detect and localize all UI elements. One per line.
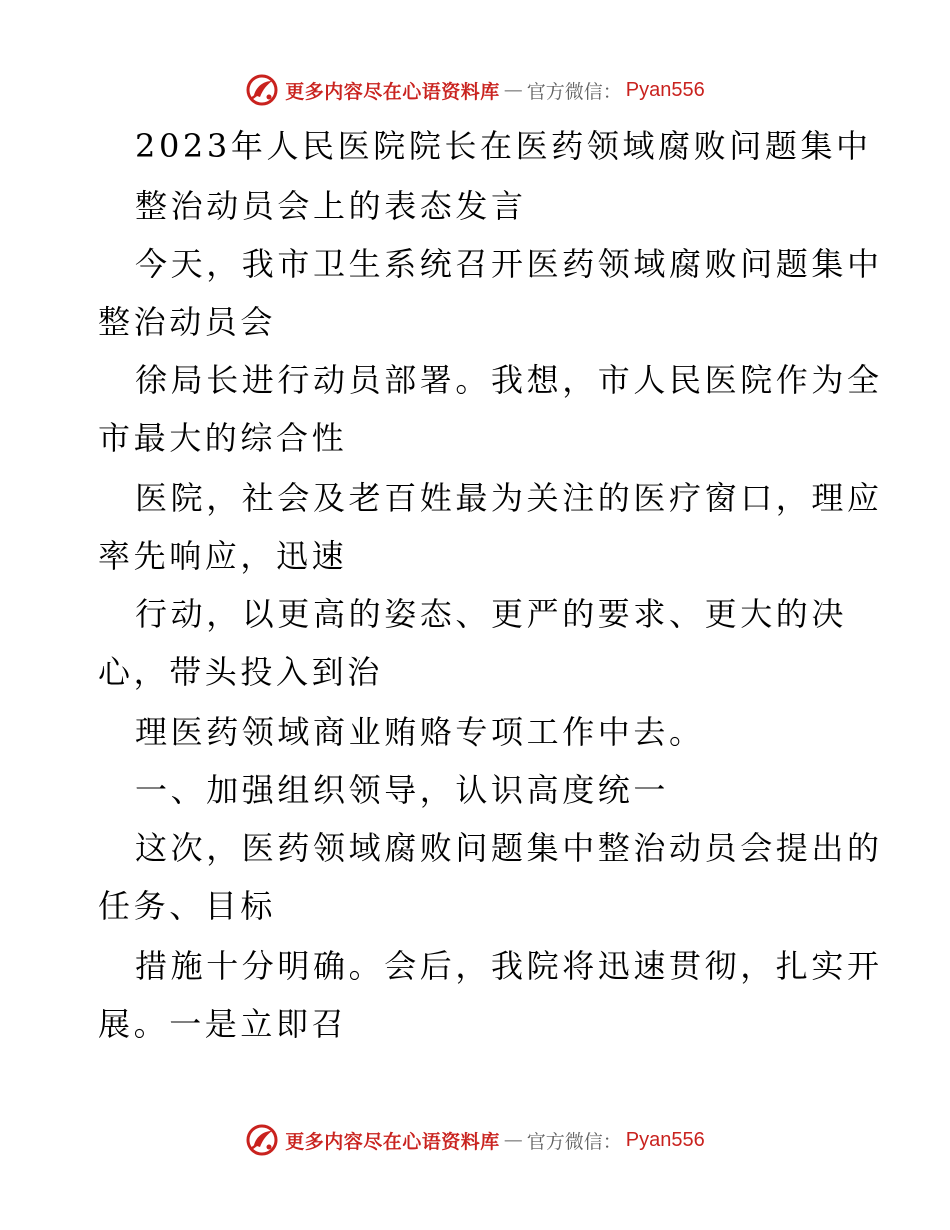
document-title-line-2: 整治动员会上的表态发言 [135,187,527,225]
document-title-line-1: 2023年人民医院院长在医药领域腐败问题集中 [135,127,872,165]
paragraph-line: 任务、目标 [98,887,277,925]
brand-logo-icon [245,73,279,107]
watermark-wechat-label: 官方微信： [526,1130,622,1153]
watermark-dash: — [503,1129,523,1151]
footer-watermark [0,1120,950,1160]
watermark-brand-text: 更多内容尽在心语资料库 [285,80,500,103]
brand-logo-icon [245,1123,279,1157]
paragraph-line: 市最大的综合性 [98,419,348,457]
paragraph-line: 展。一是立即召 [98,1005,348,1043]
paragraph-line: 措施十分明确。会后，我院将迅速贯彻，扎实开 [135,947,883,985]
paragraph-line: 率先响应，迅速 [98,537,348,575]
paragraph-line: 医院，社会及老百姓最为关注的医疗窗口，理应 [135,479,883,517]
paragraph-line: 整治动员会 [98,303,277,341]
paragraph-line: 行动，以更高的姿态、更严的要求、更大的决 [135,595,848,633]
paragraph-line: 今天，我市卫生系统召开医药领域腐败问题集中 [135,245,883,283]
watermark-wechat-label: 官方微信： [526,80,622,103]
section-heading: 一、加强组织领导，认识高度统一 [135,771,670,809]
watermark-wechat-id: Pyan556 [625,1128,705,1151]
watermark-brand-text: 更多内容尽在心语资料库 [285,1130,500,1153]
header-watermark [0,70,950,110]
paragraph-line: 徐局长进行动员部署。我想，市人民医院作为全 [135,361,883,399]
paragraph-line: 这次，医药领域腐败问题集中整治动员会提出的 [135,829,883,867]
watermark-wechat-id: Pyan556 [625,78,705,101]
paragraph-line: 心，带头投入到治 [98,653,383,691]
watermark-dash: — [503,79,523,101]
paragraph-line: 理医药领域商业贿赂专项工作中去。 [135,713,705,751]
